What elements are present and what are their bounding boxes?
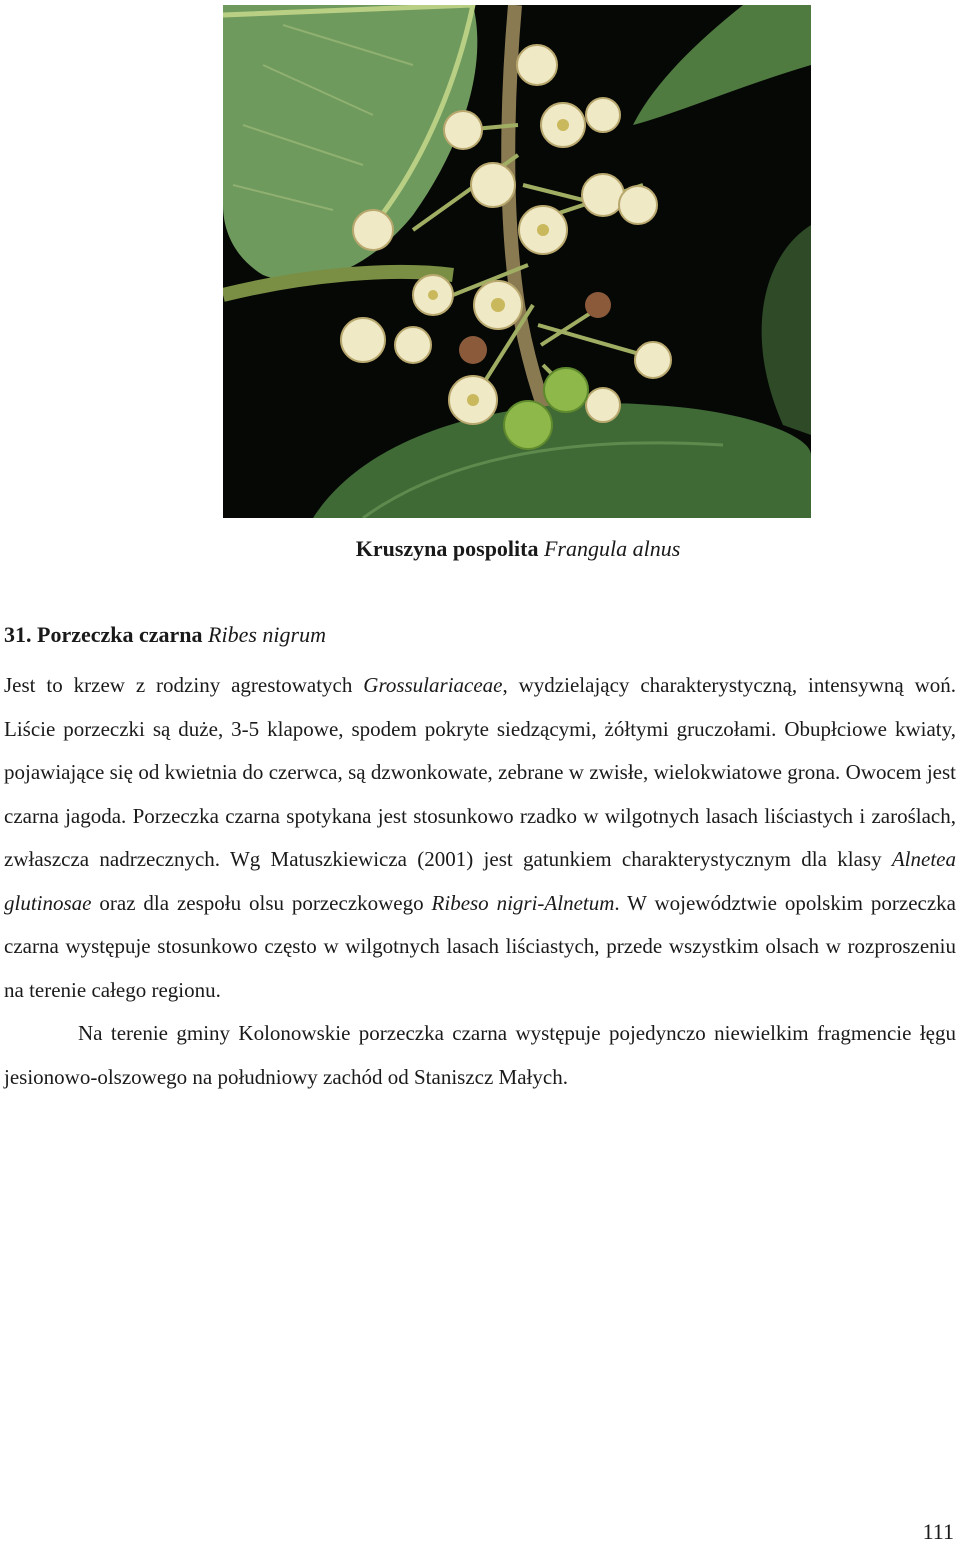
- caption-latin-name: Frangula alnus: [543, 536, 681, 561]
- plant-photo: [223, 5, 811, 518]
- occurrence-paragraph: Na terenie gminy Kolonowskie porzeczka czarna występuje pojedynczo niewielkim fragmencie łęgu jesionowo-olszowego na południowy zachód od Staniszcz Małych.: [4, 1021, 956, 1089]
- section-heading: [4, 622, 956, 648]
- section-title: Porzeczka czarna: [37, 622, 203, 647]
- paragraph-text: , wydzielający charakterystyczną, intensywną woń. Liście porzeczki są duże, 3-5 klapowe, spodem pokryte siedzącymi, żółtymi gruczołami. Obupłciowe kwiaty, pojawiające się od kwietnia do czerwca, są dzwonkowate, zebrane w zwisłe, wielokwiatowe grona. Owocem jest czarna jagoda. Porzeczka czarna spotykana jest stosunkowo rzadko w wilgotnych lasach liściastych i zaroślach, zwłaszcza nadrzecznych. Wg Matuszkiewicza (2001) jest gatunkiem charakterystycznym dla klasy: [4, 673, 956, 871]
- paragraph-text: Jest to krzew z rodziny agrestowatych: [4, 673, 364, 697]
- family-latin-name: Grossulariaceae: [363, 673, 503, 697]
- description-paragraph: [4, 664, 956, 1012]
- paragraph-text: . W województwie opolskim porzeczka czarna występuje stosunkowo często w wilgotnych lasach liściastych, przede wszystkim olsach w rozproszeniu na terenie całego regionu.: [4, 890, 956, 1002]
- species-section: [4, 622, 956, 1099]
- class-latin-name: Alnetea glutinosae: [4, 847, 956, 915]
- frangula-alnus-illustration: [223, 5, 811, 518]
- section-latin-name: Ribes nigrum: [208, 622, 326, 647]
- page-number: 111: [922, 1519, 954, 1544]
- caption-common-name: Kruszyna pospolita: [355, 536, 539, 561]
- figure-caption: [0, 536, 960, 562]
- paragraph-text: oraz dla zespołu olsu porzeczkowego: [91, 890, 432, 915]
- association-latin-name: Ribeso nigri-Alnetum: [431, 890, 615, 915]
- section-number: 31.: [4, 622, 32, 647]
